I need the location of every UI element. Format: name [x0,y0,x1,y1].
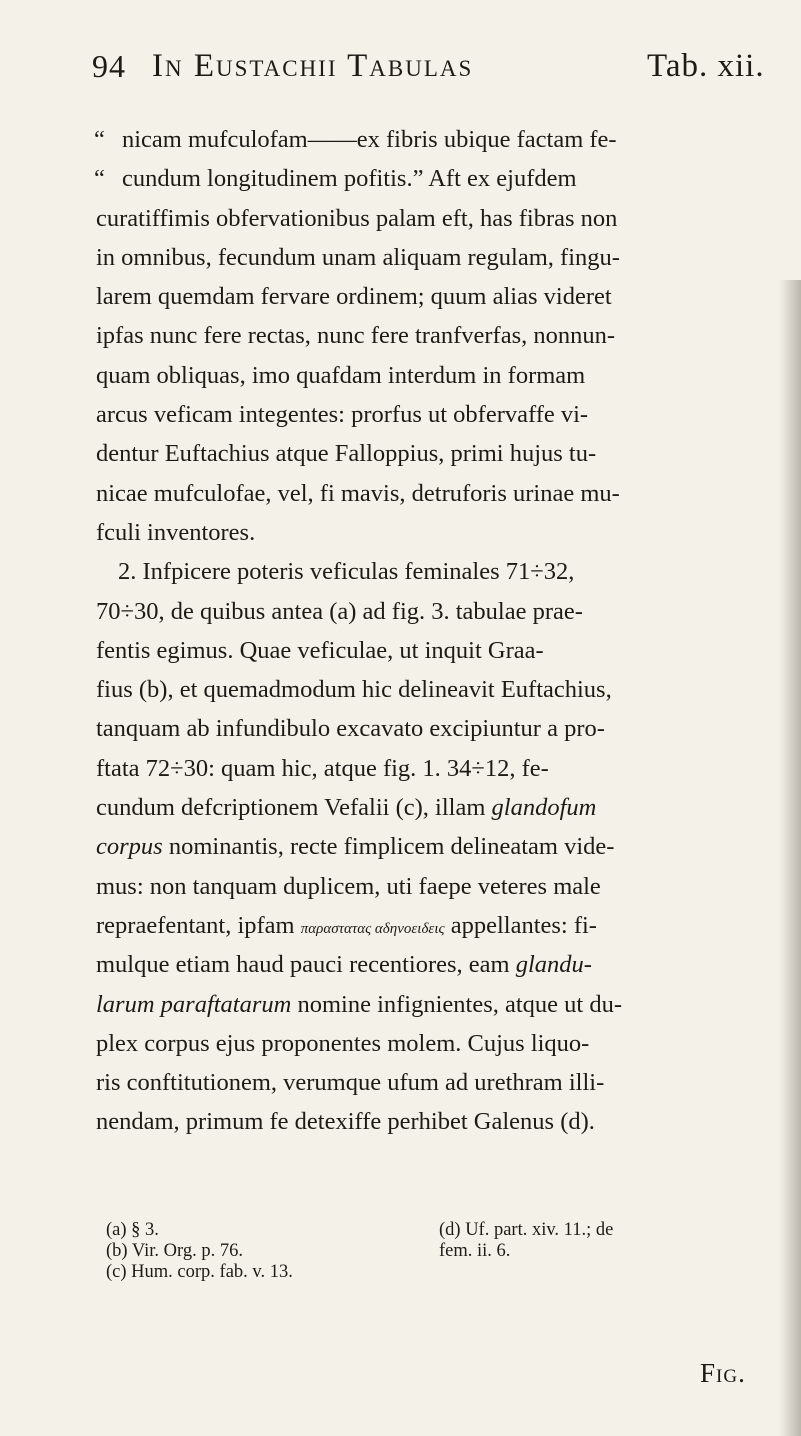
greek-phrase: παραστατας αδηνοειδεις [300,920,445,937]
italic-term: corpus [96,833,163,861]
text-line: dentur Euftachius atque Falloppius, primi hujus tu- [96,440,597,468]
paragraph-2-line: ris conftitutionem, verumque ufum ad urethram illi- [96,1069,605,1097]
table-reference: Tab. xii. [647,48,765,84]
paragraph-2-line: mulque etiam haud pauci recentiores, eam glandu- [96,951,592,979]
text-line: larem quemdam fervare ordinem; quum alias videret [96,283,612,311]
footnote-d: (d) Uf. part. xiv. 11.; de [439,1220,614,1240]
text-line: “ cundum longitudinem pofitis.” Aft ex ejufdem [94,165,577,193]
footnote-b: (b) Vir. Org. p. 76. [106,1241,243,1261]
footnotes [106,1220,782,1283]
text-line: arcus veficam integentes: prorfus ut obfervaffe vi- [96,401,589,429]
body-text [96,120,782,1142]
italic-term: larum paraftatarum [96,990,292,1018]
text-line: ipfas nunc fere rectas, nunc fere tranfverfas, nonnun- [96,322,616,350]
paragraph-2-line: repraefentant, ipfam παραστατας αδηνοειδεις appellantes: fi- [96,911,597,939]
paragraph-2-line: tanquam ab infundibulo excavato excipiuntur a pro- [96,715,605,743]
paragraph-2-line: larum paraftatarum nomine infignientes, atque ut du- [96,990,623,1018]
paragraph-2-line: ftata 72÷30: quam hic, atque fig. 1. 34÷12, fe- [96,754,549,782]
page-edge-shadow [779,280,801,1436]
footnote-row [106,1241,782,1262]
catchword: Fig. [700,1358,746,1388]
footnote-c: (c) Hum. corp. fab. v. 13. [106,1262,293,1282]
italic-term: glandu- [515,951,592,979]
running-header [92,20,792,110]
text-line: curatiffimis obfervationibus palam eft, has fibras non [96,204,618,232]
footnote-row [106,1220,782,1241]
text-line: nicae mufculofae, vel, fi mavis, detruforis urinae mu- [96,479,620,507]
text-line: fculi inventores. [96,518,256,546]
footnote-a: (a) § 3. [106,1220,159,1240]
footnote-d-continued: fem. ii. 6. [439,1241,511,1261]
footnote-row [106,1262,782,1283]
paragraph-2-line: 2. Infpicere poteris veficulas feminales 71÷32, [118,558,575,586]
paragraph-2-line: nendam, primum fe detexiffe perhibet Galenus (d). [96,1108,595,1136]
paragraph-2-line: cundum defcriptionem Vefalii (c), illam glandofum [96,794,597,822]
page-number: 94 [92,48,126,84]
text-line: quam obliquas, imo quafdam interdum in formam [96,361,586,389]
paragraph-2-line: corpus nominantis, recte fimplicem delineatam vide- [96,833,615,861]
running-title: In Eustachii Tabulas [152,48,474,84]
paragraph-2-line: 70÷30, de quibus antea (a) ad fig. 3. tabulae prae- [96,597,583,625]
paragraph-2-line: plex corpus ejus proponentes molem. Cujus liquo- [96,1029,590,1057]
italic-term: glandofum [491,794,597,822]
paragraph-2-line: fius (b), et quemadmodum hic delineavit Euftachius, [96,676,612,704]
paragraph-2-line: mus: non tanquam duplicem, uti faepe veteres male [96,872,601,900]
text-line: “ nicam mufculofam——ex fibris ubique factam fe- [94,126,617,153]
text-line: in omnibus, fecundum unam aliquam regulam, fingu- [96,243,620,271]
paragraph-2-line: fentis egimus. Quae veficulae, ut inquit Graa- [96,636,544,664]
